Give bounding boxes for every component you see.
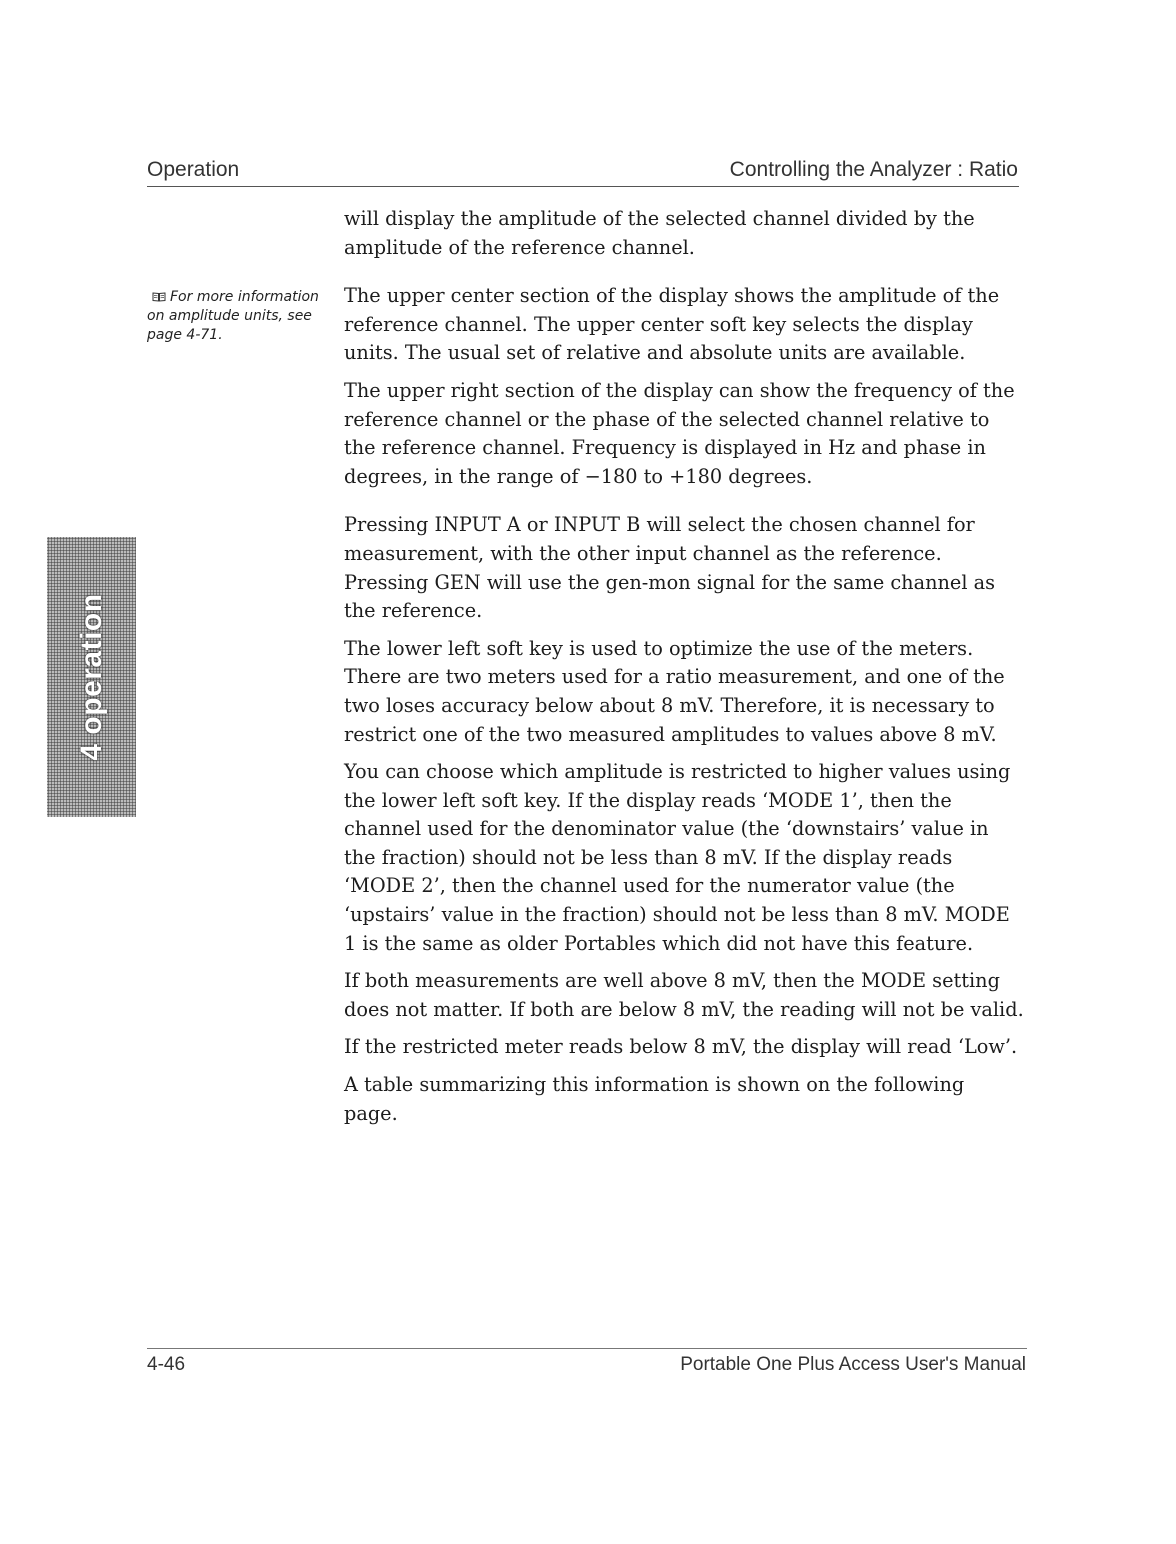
footer-rule [147,1348,1027,1349]
margin-note-text: For more information on amplitude units, see page 4-71. [147,289,319,343]
book-icon [152,292,166,302]
chapter-tab-label: 4 operation [74,593,108,761]
paragraph: Pressing INPUT A or INPUT B will select the chosen channel for measurement, with the other input channel as the reference. Pressing GEN will use the gen-mon signal for the same channel as the reference. [344,513,996,623]
body-text [344,205,1024,1137]
paragraph: will display the amplitude of the selected channel divided by the amplitude of the reference channel. [344,207,975,259]
running-header-title: Controlling the Analyzer : Ratio [729,158,1018,181]
paragraph: The lower left soft key is used to optimize the use of the meters. There are two meters used for a ratio measurement, and one of the two loses accuracy below about 8 mV. Therefore, it is necessary to restrict one of the two measured amplitudes to values above 8 mV. [344,636,1005,746]
paragraph: The upper right section of the display can show the frequency of the reference channel or the phase of the selected channel relative to the reference channel. Frequency is displayed in Hz and phase in degrees, in the range of −180 to +180 degrees. [344,378,1015,488]
margin-note [147,288,327,345]
paragraph: You can choose which amplitude is restricted to higher values using the lower left soft key. If the display reads ‘MODE 1’, then the channel used for the denominator value (the ‘downstairs’ value in the fraction) should not be less than 8 mV. If the display reads ‘MODE 2’, then the channel used for the numerator value (the ‘upstairs’ value in the fraction) should not be less than 8 mV. MODE 1 is the same as older Portables which did not have this feature. [344,760,1011,955]
manual-title: Portable One Plus Access User's Manual [680,1354,1026,1375]
paragraph: A table summarizing this information is shown on the following page. [344,1073,965,1125]
running-header-section: Operation [147,158,240,181]
paragraph: If the restricted meter reads below 8 mV, the display will read ‘Low’. [344,1035,1018,1059]
header-rule [147,186,1019,187]
paragraph: The upper center section of the display shows the amplitude of the reference channel. The upper center soft key selects the display units. The usual set of relative and absolute units are available. [344,284,1000,365]
paragraph: If both measurements are well above 8 mV, then the MODE setting does not matter. If both are below 8 mV, the reading will not be valid. [344,969,1024,1021]
chapter-tab [47,537,136,817]
page-number: 4-46 [147,1354,186,1375]
